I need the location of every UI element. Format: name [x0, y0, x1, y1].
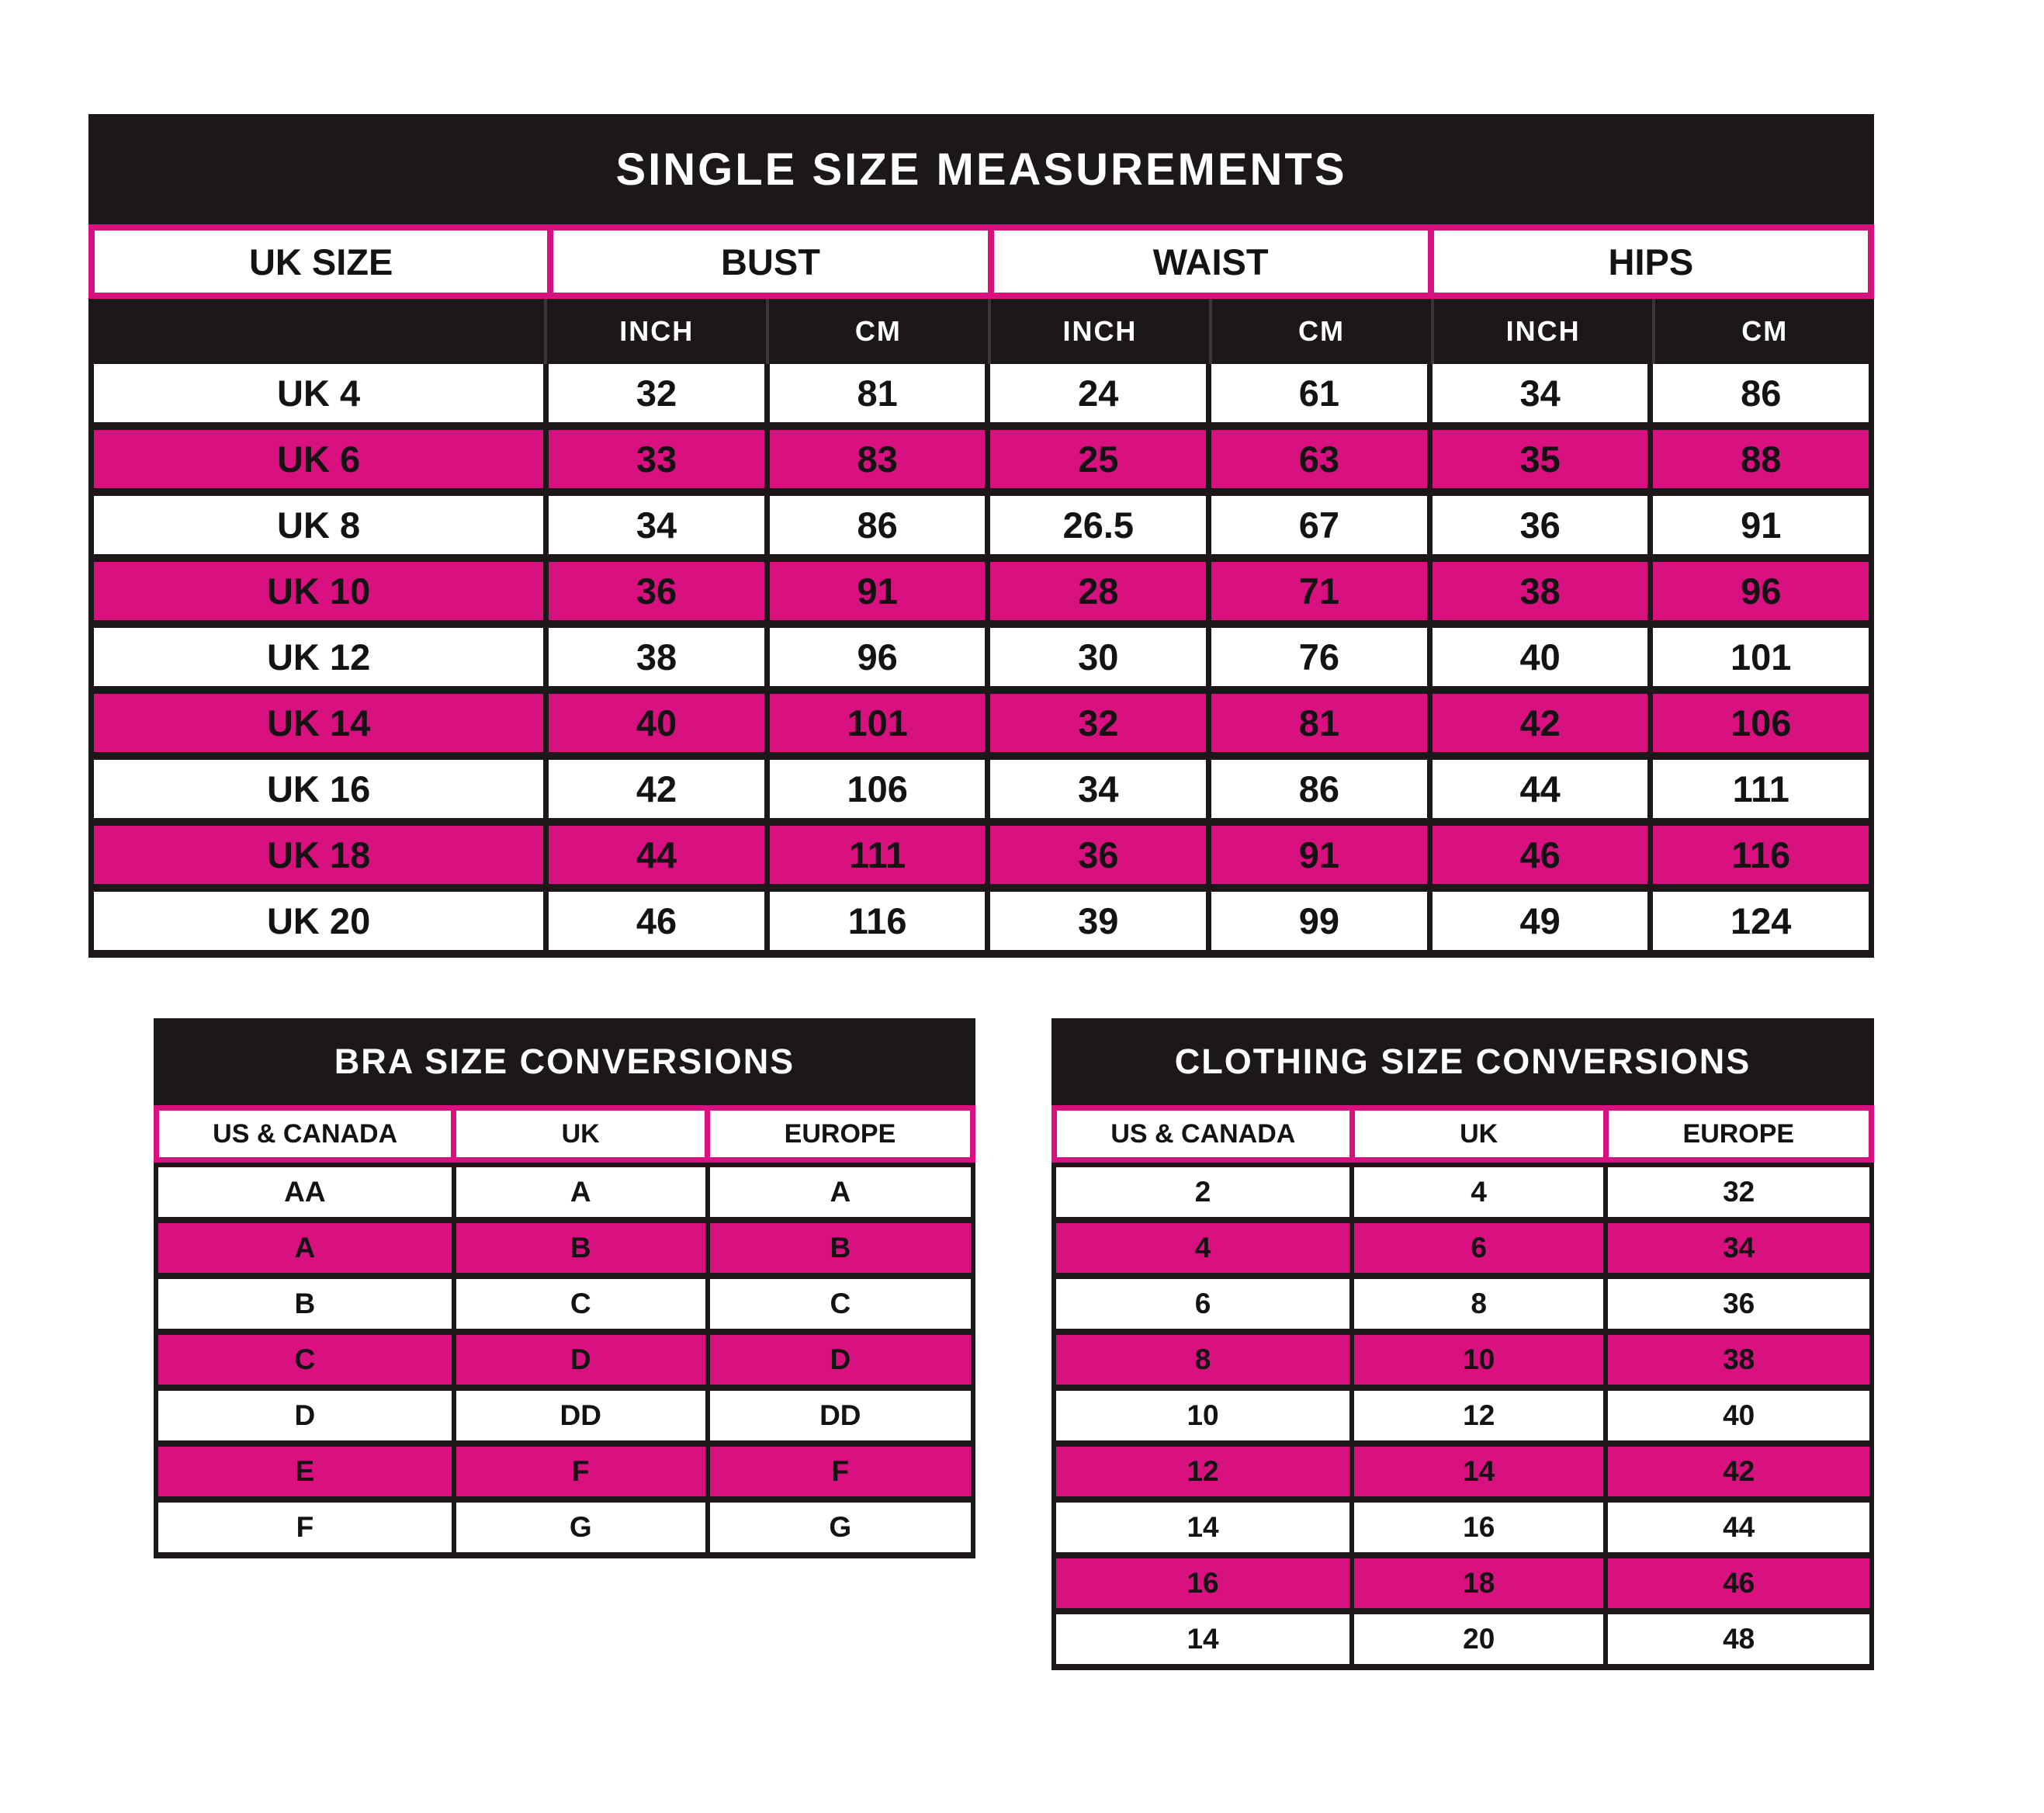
bra-size-label-cell: C	[158, 1335, 452, 1385]
table-row	[1056, 1503, 1869, 1558]
measurement-value-cell: 124	[1647, 892, 1869, 950]
subheader-spacer	[88, 299, 544, 364]
table-row	[158, 1503, 971, 1558]
clothing-table-title: CLOTHING SIZE CONVERSIONS	[1051, 1018, 1874, 1105]
measurement-value-cell: 86	[1206, 760, 1427, 818]
bra-size-value-cell: F	[452, 1447, 705, 1496]
measurement-value-cell: 36	[1427, 496, 1648, 554]
bra-size-label-cell: F	[158, 1503, 452, 1552]
measurement-value-cell: 44	[543, 826, 764, 884]
measurement-label-cell: UK 20	[94, 892, 543, 950]
subheader-bust-cm: CM	[766, 299, 988, 364]
clothing-size-value-cell: 38	[1603, 1335, 1869, 1385]
bra-size-value-cell: C	[452, 1279, 705, 1329]
clothing-size-value-cell: 40	[1603, 1391, 1869, 1440]
subheader-hips-cm: CM	[1652, 299, 1874, 364]
bra-size-label-cell: A	[158, 1223, 452, 1273]
measurement-label-cell: UK 10	[94, 562, 543, 620]
bra-size-value-cell: G	[705, 1503, 971, 1552]
bra-size-conversions-table	[154, 1018, 975, 1558]
clothing-size-value-cell: 10	[1349, 1335, 1603, 1385]
clothing-size-value-cell: 8	[1349, 1279, 1603, 1329]
measurement-value-cell: 38	[1427, 562, 1648, 620]
bra-header-europe: EUROPE	[710, 1111, 970, 1157]
clothing-header-us-canada: US & CANADA	[1057, 1111, 1349, 1157]
table-row	[1056, 1391, 1869, 1447]
measurement-value-cell: 42	[1427, 694, 1648, 752]
table-row	[1056, 1447, 1869, 1503]
measurement-value-cell: 96	[764, 628, 986, 686]
table-row	[94, 628, 1869, 694]
bra-size-value-cell: C	[705, 1279, 971, 1329]
table-row	[1056, 1279, 1869, 1335]
measurement-value-cell: 81	[764, 364, 986, 422]
measurement-value-cell: 28	[985, 562, 1206, 620]
table-row	[94, 430, 1869, 496]
measurement-value-cell: 25	[985, 430, 1206, 488]
measurement-value-cell: 34	[985, 760, 1206, 818]
table-row	[94, 562, 1869, 628]
measurement-value-cell: 35	[1427, 430, 1648, 488]
subheader-bust-inch: INCH	[544, 299, 766, 364]
measurement-label-cell: UK 6	[94, 430, 543, 488]
clothing-size-value-cell: 16	[1349, 1503, 1603, 1552]
table-row	[94, 760, 1869, 826]
table-row	[94, 694, 1869, 760]
clothing-size-value-cell: 44	[1603, 1503, 1869, 1552]
bra-size-value-cell: A	[705, 1167, 971, 1217]
clothing-size-rows	[1051, 1163, 1874, 1670]
measurement-value-cell: 32	[543, 364, 764, 422]
clothing-size-conversions-table	[1051, 1018, 1874, 1670]
measurement-value-cell: 42	[543, 760, 764, 818]
bra-size-value-cell: DD	[705, 1391, 971, 1440]
subheader-waist-inch: INCH	[988, 299, 1210, 364]
measurement-value-cell: 24	[985, 364, 1206, 422]
header-waist: WAIST	[994, 231, 1428, 293]
clothing-header-row	[1051, 1105, 1874, 1163]
bra-size-rows	[154, 1163, 975, 1558]
measurement-label-cell: UK 14	[94, 694, 543, 752]
measurement-value-cell: 46	[543, 892, 764, 950]
bra-size-value-cell: D	[705, 1335, 971, 1385]
clothing-size-label-cell: 6	[1056, 1279, 1349, 1329]
clothing-size-value-cell: 12	[1349, 1391, 1603, 1440]
clothing-header-uk: UK	[1355, 1111, 1603, 1157]
measurement-value-cell: 111	[764, 826, 986, 884]
measurement-value-cell: 71	[1206, 562, 1427, 620]
measurement-value-cell: 32	[985, 694, 1206, 752]
table-row	[158, 1223, 971, 1279]
measurement-value-cell: 61	[1206, 364, 1427, 422]
measurement-value-cell: 91	[764, 562, 986, 620]
clothing-size-label-cell: 12	[1056, 1447, 1349, 1496]
measurement-value-cell: 76	[1206, 628, 1427, 686]
measurement-value-cell: 101	[1647, 628, 1869, 686]
bra-size-value-cell: G	[452, 1503, 705, 1552]
measurement-value-cell: 91	[1647, 496, 1869, 554]
clothing-size-value-cell: 34	[1603, 1223, 1869, 1273]
measurement-value-cell: 106	[764, 760, 986, 818]
table-row	[158, 1447, 971, 1503]
bra-header-uk: UK	[456, 1111, 705, 1157]
clothing-size-label-cell: 14	[1056, 1614, 1349, 1664]
clothing-size-value-cell: 14	[1349, 1447, 1603, 1496]
clothing-size-label-cell: 10	[1056, 1391, 1349, 1440]
clothing-size-value-cell: 36	[1603, 1279, 1869, 1329]
measurement-value-cell: 49	[1427, 892, 1648, 950]
bra-size-label-cell: AA	[158, 1167, 452, 1217]
single-size-rows	[88, 364, 1874, 958]
bra-size-label-cell: D	[158, 1391, 452, 1440]
measurement-value-cell: 88	[1647, 430, 1869, 488]
clothing-size-value-cell: 4	[1349, 1167, 1603, 1217]
measurement-label-cell: UK 12	[94, 628, 543, 686]
measurement-value-cell: 91	[1206, 826, 1427, 884]
subheader-hips-inch: INCH	[1431, 299, 1653, 364]
measurement-value-cell: 86	[764, 496, 986, 554]
measurement-value-cell: 96	[1647, 562, 1869, 620]
measurement-value-cell: 36	[985, 826, 1206, 884]
table-row	[1056, 1167, 1869, 1223]
table-row	[1056, 1558, 1869, 1614]
measurement-value-cell: 86	[1647, 364, 1869, 422]
measurement-value-cell: 81	[1206, 694, 1427, 752]
measurement-value-cell: 106	[1647, 694, 1869, 752]
table-row	[1056, 1223, 1869, 1279]
measurement-value-cell: 83	[764, 430, 986, 488]
clothing-size-value-cell: 48	[1603, 1614, 1869, 1664]
single-size-measurements-table	[88, 114, 1874, 958]
table-row	[158, 1279, 971, 1335]
clothing-size-value-cell: 20	[1349, 1614, 1603, 1664]
measurement-value-cell: 40	[1427, 628, 1648, 686]
measurement-value-cell: 26.5	[985, 496, 1206, 554]
measurement-value-cell: 111	[1647, 760, 1869, 818]
table-row	[94, 364, 1869, 430]
measurement-label-cell: UK 18	[94, 826, 543, 884]
clothing-size-label-cell: 16	[1056, 1558, 1349, 1608]
table-row	[1056, 1335, 1869, 1391]
bra-size-value-cell: F	[705, 1447, 971, 1496]
clothing-size-label-cell: 14	[1056, 1503, 1349, 1552]
subheader-waist-cm: CM	[1209, 299, 1431, 364]
measurement-value-cell: 67	[1206, 496, 1427, 554]
measurement-value-cell: 99	[1206, 892, 1427, 950]
measurement-value-cell: 116	[1647, 826, 1869, 884]
header-uk-size: UK SIZE	[95, 231, 547, 293]
table-row	[94, 496, 1869, 562]
clothing-size-value-cell: 18	[1349, 1558, 1603, 1608]
measurement-value-cell: 38	[543, 628, 764, 686]
clothing-size-value-cell: 6	[1349, 1223, 1603, 1273]
table-row	[94, 892, 1869, 958]
bra-header-row	[154, 1105, 975, 1163]
table-row	[94, 826, 1869, 892]
table-row	[1056, 1614, 1869, 1670]
bra-table-title: BRA SIZE CONVERSIONS	[154, 1018, 975, 1105]
table-row	[158, 1167, 971, 1223]
table-row	[158, 1391, 971, 1447]
clothing-size-label-cell: 8	[1056, 1335, 1349, 1385]
single-size-header-row	[88, 224, 1874, 299]
measurement-value-cell: 44	[1427, 760, 1648, 818]
clothing-size-label-cell: 4	[1056, 1223, 1349, 1273]
measurement-label-cell: UK 16	[94, 760, 543, 818]
header-bust: BUST	[553, 231, 987, 293]
measurement-value-cell: 40	[543, 694, 764, 752]
bra-header-us-canada: US & CANADA	[159, 1111, 451, 1157]
measurement-value-cell: 39	[985, 892, 1206, 950]
clothing-size-value-cell: 42	[1603, 1447, 1869, 1496]
measurement-value-cell: 46	[1427, 826, 1648, 884]
measurement-value-cell: 34	[543, 496, 764, 554]
bra-size-value-cell: B	[705, 1223, 971, 1273]
measurement-value-cell: 34	[1427, 364, 1648, 422]
bra-size-label-cell: B	[158, 1279, 452, 1329]
measurement-value-cell: 116	[764, 892, 986, 950]
measurement-value-cell: 33	[543, 430, 764, 488]
clothing-size-value-cell: 32	[1603, 1167, 1869, 1217]
bra-size-value-cell: A	[452, 1167, 705, 1217]
measurement-value-cell: 63	[1206, 430, 1427, 488]
measurement-value-cell: 101	[764, 694, 986, 752]
bra-size-value-cell: B	[452, 1223, 705, 1273]
measurement-label-cell: UK 8	[94, 496, 543, 554]
single-size-table-title: SINGLE SIZE MEASUREMENTS	[88, 114, 1874, 224]
measurement-value-cell: 30	[985, 628, 1206, 686]
bra-size-label-cell: E	[158, 1447, 452, 1496]
clothing-size-label-cell: 2	[1056, 1167, 1349, 1217]
clothing-header-europe: EUROPE	[1609, 1111, 1869, 1157]
bra-size-value-cell: DD	[452, 1391, 705, 1440]
header-hips: HIPS	[1434, 231, 1868, 293]
measurement-label-cell: UK 4	[94, 364, 543, 422]
table-row	[158, 1335, 971, 1391]
measurement-value-cell: 36	[543, 562, 764, 620]
clothing-size-value-cell: 46	[1603, 1558, 1869, 1608]
single-size-subheader-row	[88, 299, 1874, 364]
bra-size-value-cell: D	[452, 1335, 705, 1385]
